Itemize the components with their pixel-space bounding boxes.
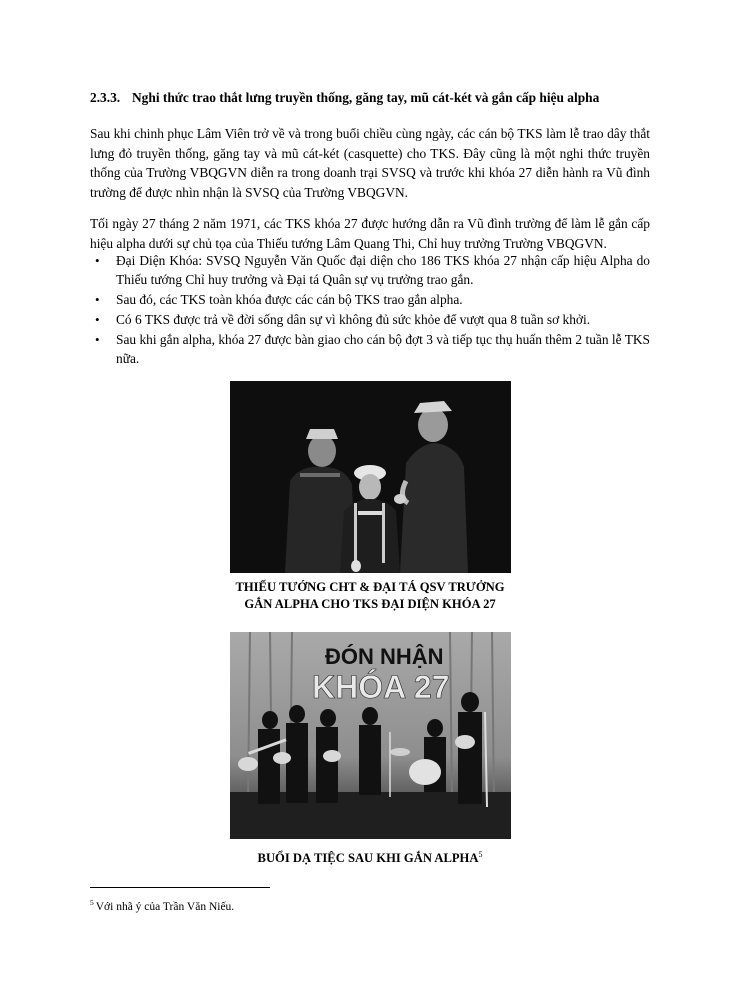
figure-caption-1: THIẾU TƯỚNG CHT & ĐẠI TÁ QSV TRƯỞNG GẮN ALPHA CHO TKS ĐẠI DIỆN KHÓA 27 (235, 580, 505, 611)
band-photo (230, 632, 511, 839)
footnote-ref[interactable]: 5 (478, 850, 483, 859)
section-title: Nghi thức trao thắt lưng truyền thống, găng tay, mũ cát-két và gắn cấp hiệu alpha (132, 90, 600, 105)
list-item: • Có 6 TKS được trả về đời sống dân sự vì không đủ sức khỏe để vượt qua 8 tuần sơ khởi. (95, 312, 591, 327)
banner-text-2: KHÓA 27 (312, 669, 450, 705)
list-item: • Sau khi gắn alpha, khóa 27 được bàn giao cho cán bộ đợt 3 và tiếp tục thụ huấn thêm 2 tuần lễ TKS nữa. (95, 332, 650, 366)
list-item: • Đại Diện Khóa: SVSQ Nguyễn Văn Quốc đại diện cho 186 TKS khóa 27 nhận cấp hiệu Alpha do Thiếu tướng Chỉ huy trưởng và Đại tá Quân sự vụ trưởng trao gắn. (95, 253, 650, 287)
ceremony-photo (230, 381, 511, 573)
footnote-marker: 5 (90, 898, 94, 907)
bullet-icon: • (95, 292, 100, 307)
footnote (90, 895, 234, 915)
bullet-list (90, 251, 650, 369)
figure-caption-2: BUỔI DẠ TIỆC SAU KHI GẮN ALPHA$^5$ (257, 850, 483, 866)
footnote-text: Với nhã ý của Trần Văn Niếu. (95, 900, 235, 913)
list-item: • Sau đó, các TKS toàn khóa được các cán bộ TKS trao gắn alpha. (95, 292, 463, 307)
bullet-icon: • (95, 312, 100, 327)
banner-text-1: ĐÓN NHẬN (325, 644, 444, 669)
section-heading (90, 89, 670, 107)
footnote-divider (90, 887, 270, 888)
section-number: 2.3.3. (90, 90, 121, 105)
bullet-icon: • (95, 332, 100, 347)
bullet-icon: • (95, 253, 100, 268)
paragraph-2: Tối ngày 27 tháng 2 năm 1971, các TKS khóa 27 được hướng dẫn ra Vũ đình trường để làm lễ gắn cấp hiệu alpha dưới sự chủ tọa của Thiếu tướng Lâm Quang Thi, Chỉ huy trưởng Trường VBQGVN. (90, 216, 650, 251)
paragraph-1: Sau khi chinh phục Lâm Viên trở về và trong buổi chiều cùng ngày, các cán bộ TKS làm lễ trao dây thắt lưng đỏ truyền thống, găng tay và mũ cát-két (casquette) cho TKS. Đây cũng là một nghi thức truyền thống của Trường VBQGVN diễn ra trong doanh trại SVSQ và trước khi khóa 27 diễn hành ra Vũ đình trường để được nhìn nhận là SVSQ của Trường VBQGVN. (90, 126, 650, 200)
